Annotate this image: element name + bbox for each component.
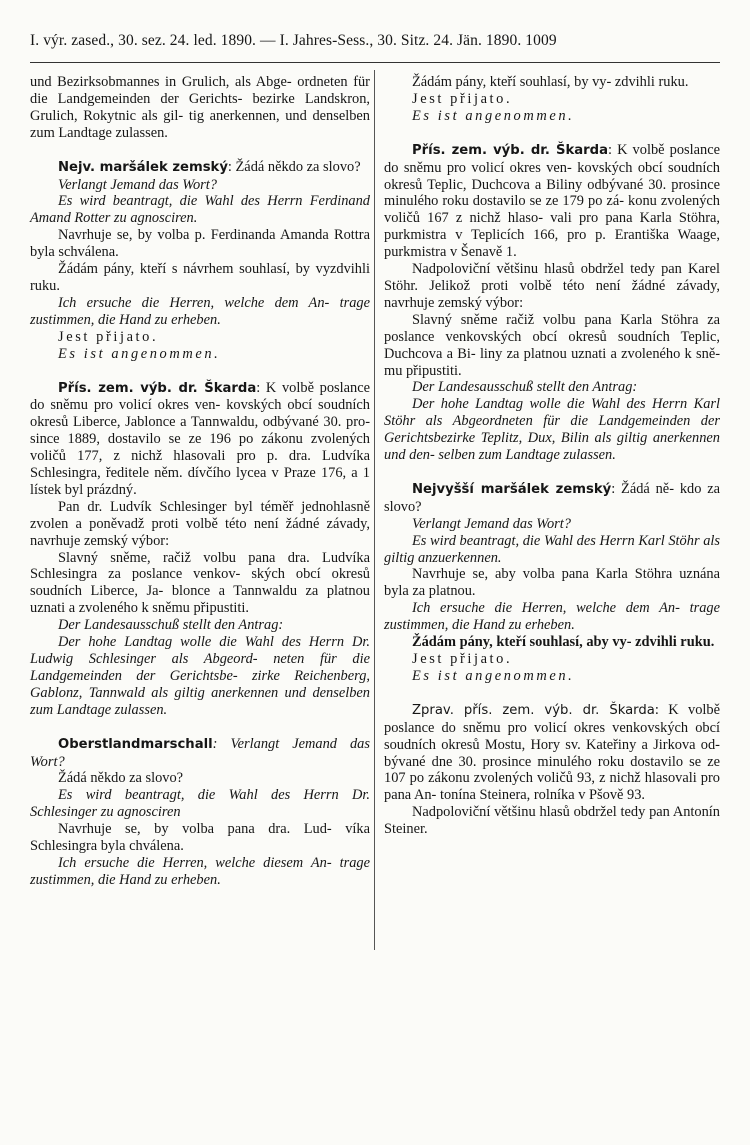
paragraph: Slavný sněme račiž volbu pana Karla Stöhra za poslance venkovských obcí okresů soudních Teplic, Duchcova a Bi- liny za platnou uznati a zvoleného k sně- mu připustiti. — [384, 311, 720, 379]
paragraph: Nadpoloviční většinu hlasů obdržel tedy pan Karel Stöhr. Jelikož proti volbě této není žádné závady, navrhuje zemský výbor: — [384, 261, 720, 311]
paragraph: Es wird beantragt, die Wahl des Herrn Karl Stöhr als giltig anzuerkennen. — [384, 532, 720, 566]
speaker-paragraph: Oberstlandmarschall: Verlangt Jemand das Wort? — [30, 735, 370, 770]
result-line: Es ist angenommen. — [412, 667, 575, 684]
paragraph: Es wird beantragt, die Wahl des Herrn Ferdinand Amand Rotter zu agnosciren. — [30, 193, 370, 227]
speaker-name: Nejvyšší maršálek zemský — [412, 481, 612, 497]
speaker-name: Oberstlandmarschall — [58, 736, 213, 752]
paragraph: Žádá někdo za slovo? — [58, 770, 184, 787]
paragraph: Navrhuje se, by volba pana dra. Lud- víka Schlesingra byla chválena. — [30, 821, 370, 855]
paragraph: Der Landesausschuß stellt den Antrag: — [58, 617, 284, 634]
header-rule — [30, 62, 720, 63]
paragraph: Žádám pány, kteří souhlasí, by vy- zdvihli ruku. — [412, 74, 689, 90]
speaker-paragraph: Zprav. přís. zem. výb. dr. Škarda: K volbě poslance do sněmu pro volicí okres venkovských obcí soudních okresů Mostu, Hory sv. Kateřiny a Jirkova od- bývané dne 30. prosince minulého roku dostavilo se ze 107 po zákonu zvolených voličů 93, z nichž hlasovali pro pana An- tonína Steinera, rolníka v Pšově 93. — [384, 701, 720, 804]
running-header: I. výr. zased., 30. sez. 24. led. 1890. — I. Jahres-Sess., 30. Sitz. 24. Jän. 1890. 1009 — [30, 32, 557, 49]
paragraph: Slavný sněme, račiž volbu pana dra. Ludvíka Schlesingra za poslance venkov- ských obcí okresů soudních Liberce, Ja- blonce a Tannwaldu za platnou uznati a zvoleného k sněmu připustiti. — [30, 549, 370, 617]
paragraph: Verlangt Jemand das Wort? — [58, 176, 217, 193]
paragraph: Der Landesausschuß stellt den Antrag: — [412, 379, 638, 396]
result-line: Es ist angenommen. — [412, 107, 575, 124]
right-column — [384, 74, 720, 838]
result-line: Es ist angenommen. — [58, 345, 221, 362]
paragraph: Ich ersuche die Herren, welche diesem An- trage zustimmen, die Hand zu erheben. — [30, 854, 370, 888]
column-divider — [374, 70, 375, 950]
speaker-paragraph: Nejv. maršálek zemský: Žádá někdo za slovo? — [58, 158, 361, 175]
speaker-paragraph: Přís. zem. výb. dr. Škarda: K volbě poslance do sněmu pro volicí okres ven- kovských obcí soudních okresů Liberce, Jablonce a Tannwaldu, odbývané 30. pro- since 1889, dostavilo se ze 196 po zákonu zvolených voličů 177, z nichž hlasovali pro p. dra. Ludvíka Schlesingra, ředitele něm. dívčího lycea v Praze 176, a 1 lístek byl prázdný. — [30, 379, 370, 498]
paragraph: Nadpoloviční většinu hlasů obdržel tedy pan Antonín Steiner. — [384, 804, 720, 838]
paragraph: Verlangt Jemand das Wort? — [412, 515, 571, 532]
speaker-name: Přís. zem. výb. dr. Škarda — [58, 380, 257, 396]
speaker-name: Přís. zem. výb. dr. Škarda — [412, 142, 608, 158]
result-line: Jest přijato. — [412, 651, 513, 667]
left-column — [30, 74, 370, 889]
paragraph: Žádám pány, kteří s návrhem souhlasí, by vyzdvihli ruku. — [30, 261, 370, 294]
paragraph: Ich ersuche die Herren, welche dem An- trage zustimmen, die Hand zu erheben. — [384, 600, 720, 634]
speaker-name: Nejv. maršálek zemský — [58, 159, 228, 175]
paragraph: Navrhuje se, aby volba pana Karla Stöhra uznána byla za platnou. — [384, 566, 720, 600]
paragraph: Der hohe Landtag wolle die Wahl des Herrn Karl Stöhr als Abgeordneten für die Landgemeinden der Gerichtsbezirke Teplitz, Dux, Bilin als giltig anerkennen und den- selben zum Landtage zulassen. — [384, 396, 720, 464]
speaker-paragraph: Přís. zem. výb. dr. Škarda: K volbě poslance do sněmu pro volicí okres ven- kovských obcí soudních okresů Teplic, Duchcova a Biliny odbývané 30. prosince minulého roku dostavilo se ze 179 po zá- konu zvolených voličů 167 z nichž hlaso- vali pro pana Karla Stöhra, purkmistra v Teplicích 166, pro p. Erantiška Waage, purkmistra v Šenavě 1. — [384, 141, 720, 261]
paragraph: Es wird beantragt, die Wahl des Herrn Dr. Schlesinger zu agnosciren — [30, 787, 370, 821]
speaker-name: Zprav. přís. zem. výb. dr. Škarda — [412, 702, 655, 718]
paragraph: und Bezirksobmannes in Grulich, als Abge- ordneten für die Landgemeinden der Gerichts- bezirke Landskron, Grulich, Rokytnic als gil- tig anerkennen, und denselben zum Landtage zulassen. — [30, 74, 370, 141]
paragraph: Žádám pány, kteří souhlasí, aby vy- zdvihli ruku. — [412, 634, 715, 651]
result-line: Jest přijato. — [412, 90, 513, 107]
paragraph: Der hohe Landtag wolle die Wahl des Herrn Dr. Ludwig Schlesinger als Abgeord- neten für die Landgemeinden der Gerichtsbe- zirke Reichenberg, Gablonz, Tannwald als giltig anerkennen und denselben zum Landtage zulassen. — [30, 634, 370, 718]
result-line: Jest přijato. — [58, 328, 159, 345]
paragraph: Pan dr. Ludvík Schlesinger byl téměř jednohlasně zvolen a poněvadž proti volbě této není žádné závady, navrhuje zemský výbor: — [30, 498, 370, 549]
paragraph: Ich ersuche die Herren, welche dem An- trage zustimmen, die Hand zu erheben. — [30, 294, 370, 328]
speaker-paragraph: Nejvyšší maršálek zemský: Žádá ně- kdo za slovo? — [384, 480, 720, 515]
paragraph: Navrhuje se, by volba p. Ferdinanda Amanda Rottra byla schválena. — [30, 227, 370, 261]
